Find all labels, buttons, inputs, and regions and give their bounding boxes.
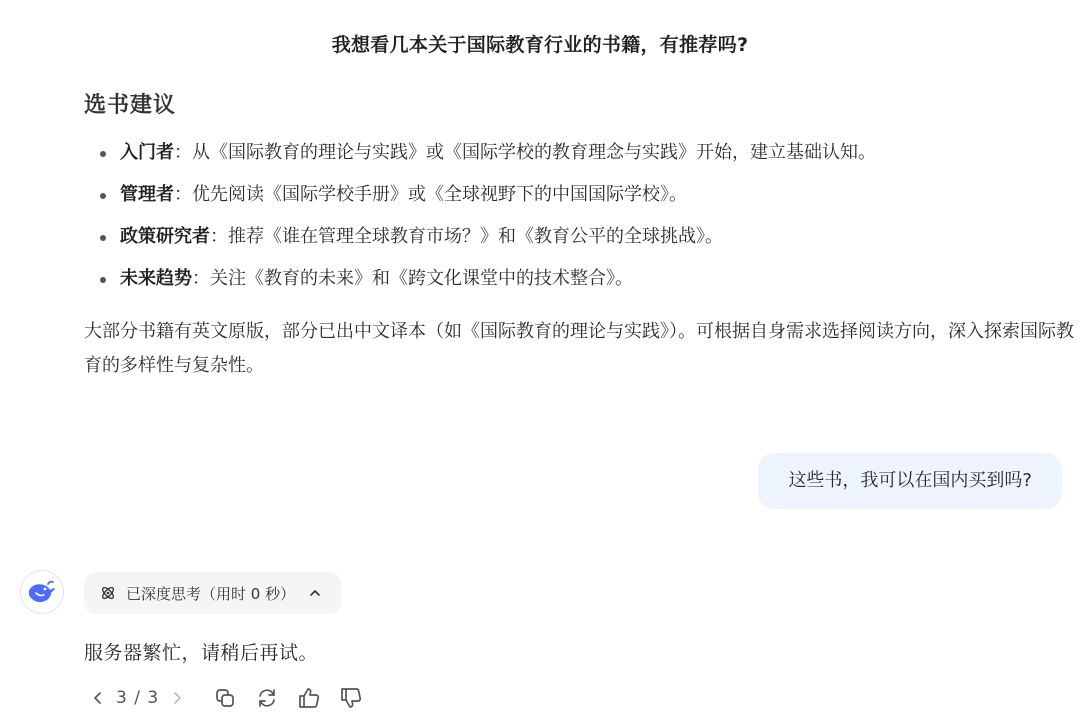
- bullet-dot: [100, 235, 106, 241]
- chevron-left-icon[interactable]: [88, 688, 108, 708]
- list-item-label: 政策研究者: [120, 226, 210, 247]
- bullet-dot: [100, 193, 106, 199]
- list-item-text: ：推荐《谁在管理全球教育市场？》和《教育公平的全球挑战》。: [210, 226, 723, 247]
- response-pager: [88, 688, 187, 708]
- previous-user-question: 我想看几本关于国际教育行业的书籍，有推荐吗?: [331, 34, 749, 56]
- list-item-text: ：关注《教育的未来》和《跨文化课堂中的技术整合》。: [192, 268, 633, 289]
- answer-heading: 选书建议: [84, 93, 177, 118]
- refresh-icon[interactable]: [253, 684, 281, 712]
- answer-paragraph: 大部分书籍有英文原版，部分已出中文译本（如《国际教育的理论与实践》）。可根据自身需求选择阅读方向，深入探索国际教育的多样性与复杂性。: [84, 321, 1074, 376]
- thumbs-down-icon[interactable]: [337, 684, 365, 712]
- assistant-answer: [84, 88, 1074, 383]
- thumbs-up-icon[interactable]: [295, 684, 323, 712]
- message-action-bar: [88, 680, 365, 716]
- recommendation-list: [84, 141, 1074, 291]
- page-indicator: 3 / 3: [116, 688, 160, 708]
- list-item: [84, 141, 1074, 165]
- list-item: [84, 267, 1074, 291]
- chevron-right-icon[interactable]: [167, 688, 187, 708]
- bullet-dot: [100, 277, 106, 283]
- atom-icon: [100, 585, 116, 601]
- deep-think-toggle[interactable]: [84, 572, 341, 614]
- user-message-bubble: 这些书，我可以在国内买到吗?: [758, 453, 1062, 509]
- list-item-text: ：优先阅读《国际学校手册》或《全球视野下的中国国际学校》。: [174, 184, 687, 205]
- list-item-label: 管理者: [120, 184, 174, 205]
- list-item-label: 未来趋势: [120, 268, 192, 289]
- copy-icon[interactable]: [211, 684, 239, 712]
- chevron-up-icon: [309, 587, 321, 599]
- deep-think-label: 已深度思考（用时 0 秒）: [126, 584, 296, 603]
- whale-logo-icon: [20, 570, 64, 614]
- list-item: [84, 183, 1074, 207]
- list-item-text: ：从《国际教育的理论与实践》或《国际学校的教育理念与实践》开始，建立基础认知。: [174, 142, 876, 163]
- assistant-reply: 服务器繁忙，请稍后再试。: [84, 642, 319, 664]
- list-item-label: 入门者: [120, 142, 174, 163]
- list-item: [84, 225, 1074, 249]
- bullet-dot: [100, 151, 106, 157]
